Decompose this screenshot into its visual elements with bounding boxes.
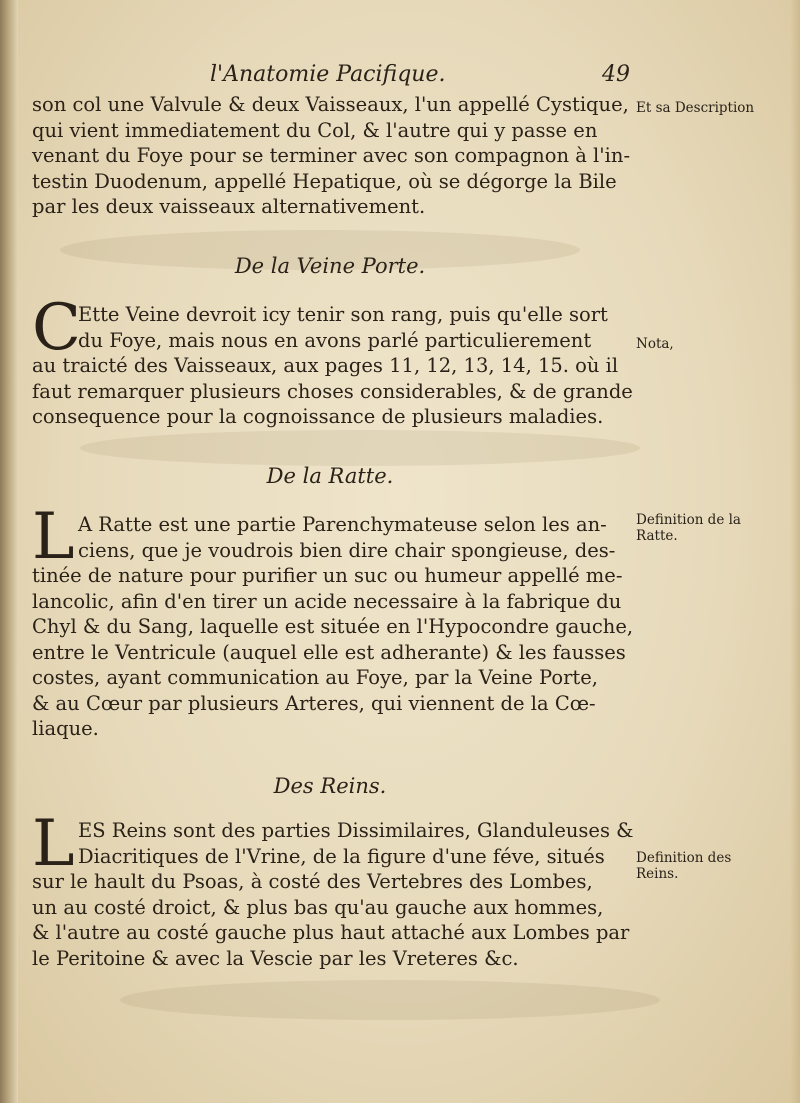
text-line: A Ratte est une partie Parenchymateuse selon les an- bbox=[78, 513, 607, 536]
drop-cap: L bbox=[32, 807, 75, 881]
text-line: par les deux vaisseaux alternativement. bbox=[32, 195, 426, 218]
text-line: entre le Ventricule (auquel elle est adherante) & les fausses bbox=[32, 640, 626, 664]
text-line: liaque. bbox=[32, 717, 99, 740]
margin-note-line: Ratte. bbox=[636, 528, 678, 544]
ratte-paragraph bbox=[32, 512, 632, 742]
text-line: du Foye, mais nous en avons parlé particulierement bbox=[78, 328, 592, 352]
text-line: lancolic, afin d'en tirer un acide necessaire à la fabrique du bbox=[32, 589, 622, 613]
section-heading: De la Veine Porte. bbox=[234, 254, 426, 278]
margin-note-line: Definition de la bbox=[636, 512, 741, 528]
margin-note bbox=[636, 850, 731, 882]
margin-note: Nota, bbox=[636, 336, 674, 352]
text-line: son col une Valvule & deux Vaisseaux, l'un appellé Cystique, bbox=[32, 93, 629, 116]
bleed-through-stain bbox=[80, 430, 640, 466]
text-line: & au Cœur par plusieurs Arteres, qui viennent de la Cœ- bbox=[32, 691, 596, 715]
reins-paragraph bbox=[32, 818, 632, 971]
margin-note-line: Definition des bbox=[636, 850, 732, 866]
page-edge bbox=[790, 0, 800, 1103]
margin-note-line: Reins. bbox=[636, 866, 679, 882]
page-number: 49 bbox=[602, 62, 630, 87]
running-title: l'Anatomie Pacifique. bbox=[210, 62, 446, 87]
page-gutter bbox=[0, 0, 18, 1103]
intro-paragraph bbox=[32, 92, 632, 220]
text-line: sur le hault du Psoas, à costé des Vertebres des Lombes, bbox=[32, 870, 593, 893]
text-line: consequence pour la cognoissance de plusieurs maladies. bbox=[32, 405, 604, 428]
text-line: le Peritoine & avec la Vescie par les Vreteres &c. bbox=[32, 946, 519, 970]
text-line: faut remarquer plusieurs choses considerables, & de grande bbox=[32, 379, 633, 403]
text-line: ciens, que je voudrois bien dire chair spongieuse, des- bbox=[78, 538, 616, 562]
section-heading: Des Reins. bbox=[273, 774, 387, 798]
text-line: Chyl & du Sang, laquelle est située en l'Hypocondre gauche, bbox=[32, 615, 634, 638]
section-heading: De la Ratte. bbox=[266, 464, 394, 488]
text-line: ES Reins sont des parties Dissimilaires, Glanduleuses & bbox=[78, 819, 634, 842]
text-line: Diacritiques de l'Vrine, de la figure d'une féve, situés bbox=[78, 844, 605, 868]
veine-paragraph bbox=[32, 302, 632, 430]
text-line: Ette Veine devroit icy tenir son rang, puis qu'elle sort bbox=[78, 303, 608, 326]
margin-note: Et sa Description bbox=[636, 100, 755, 116]
text-line: au traicté des Vaisseaux, aux pages 11, 12, 13, 14, 15. où il bbox=[32, 354, 619, 377]
margin-note bbox=[636, 512, 741, 544]
text-line: & l'autre au costé gauche plus haut attaché aux Lombes par bbox=[32, 921, 630, 944]
drop-cap: L bbox=[32, 500, 75, 574]
bleed-through-stain bbox=[120, 980, 660, 1020]
text-line: testin Duodenum, appellé Hepatique, où se dégorge la Bile bbox=[32, 169, 617, 193]
text-line: qui vient immediatement du Col, & l'autre qui y passe en bbox=[32, 118, 598, 142]
text-line: un au costé droict, & plus bas qu'au gauche aux hommes, bbox=[32, 895, 604, 919]
text-line: costes, ayant communication au Foye, par la Veine Porte, bbox=[32, 666, 598, 689]
page-header bbox=[210, 62, 630, 92]
text-line: tinée de nature pour purifier un suc ou humeur appellé me- bbox=[32, 564, 623, 587]
text-line: venant du Foye pour se terminer avec son compagnon à l'in- bbox=[32, 144, 631, 167]
drop-cap: C bbox=[32, 291, 81, 365]
